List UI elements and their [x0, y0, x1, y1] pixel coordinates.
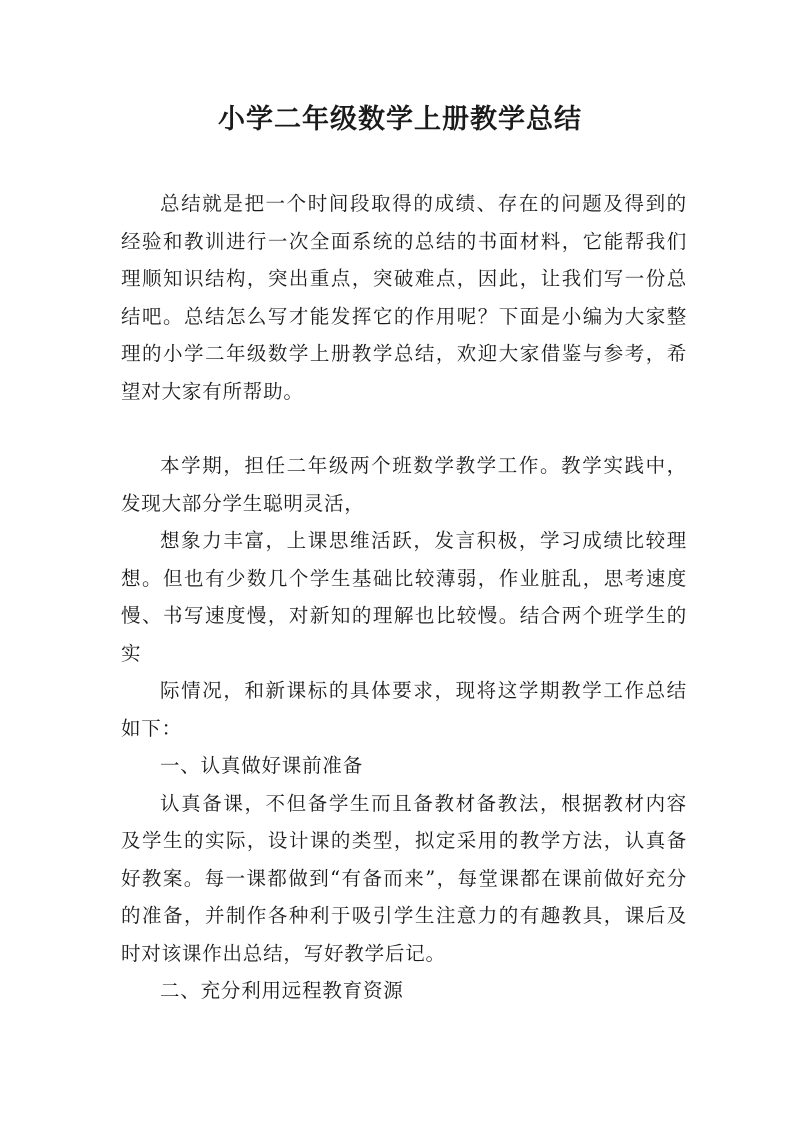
section-heading: 一、认真做好课前准备 — [160, 754, 364, 777]
intro-paragraph: 总结就是把一个时间段取得的成绩、存在的问题及得到的经验和教训进行一次全面系统的总结的书面材料，它能帮我们理顺知识结构，突出重点，突破难点，因此，让我们写一份总结吧。总结怎么写才能发挥它的作用呢？下面是小编为大家整理的小学二年级数学上册教学总结，欢迎大家借鉴与参考，希望对大家有所帮助。 — [121, 192, 687, 403]
body-paragraph: 想象力丰富，上课思维活跃，发言积极，学习成绩比较理想。但也有少数几个学生基础比较薄弱，作业脏乱，思考速度慢、书写速度慢，对新知的理解也比较慢。结合两个班学生的实 — [121, 529, 687, 665]
document-title: 小学二年级数学上册教学总结 — [218, 104, 582, 135]
body-paragraph: 际情况，和新课标的具体要求，现将这学期教学工作总结如下： — [121, 679, 687, 740]
body-paragraph: 本学期，担任二年级两个班数学教学工作。教学实践中，发现大部分学生聪明灵活， — [121, 454, 687, 515]
document-body — [121, 185, 687, 1010]
section-heading: 二、充分利用远程教育资源 — [160, 979, 404, 1002]
paragraph-gap — [121, 410, 687, 447]
body-paragraph: 认真备课，不但备学生而且备教材备教法，根据教材内容及学生的实际，设计课的类型，拟定采用的教学方法，认真备好教案。每一课都做到“有备而来”，每堂课都在课前做好充分的准备，并制作各种利于吸引学生注意力的有趣教具，课后及时对该课作出总结，写好教学后记。 — [121, 791, 687, 965]
